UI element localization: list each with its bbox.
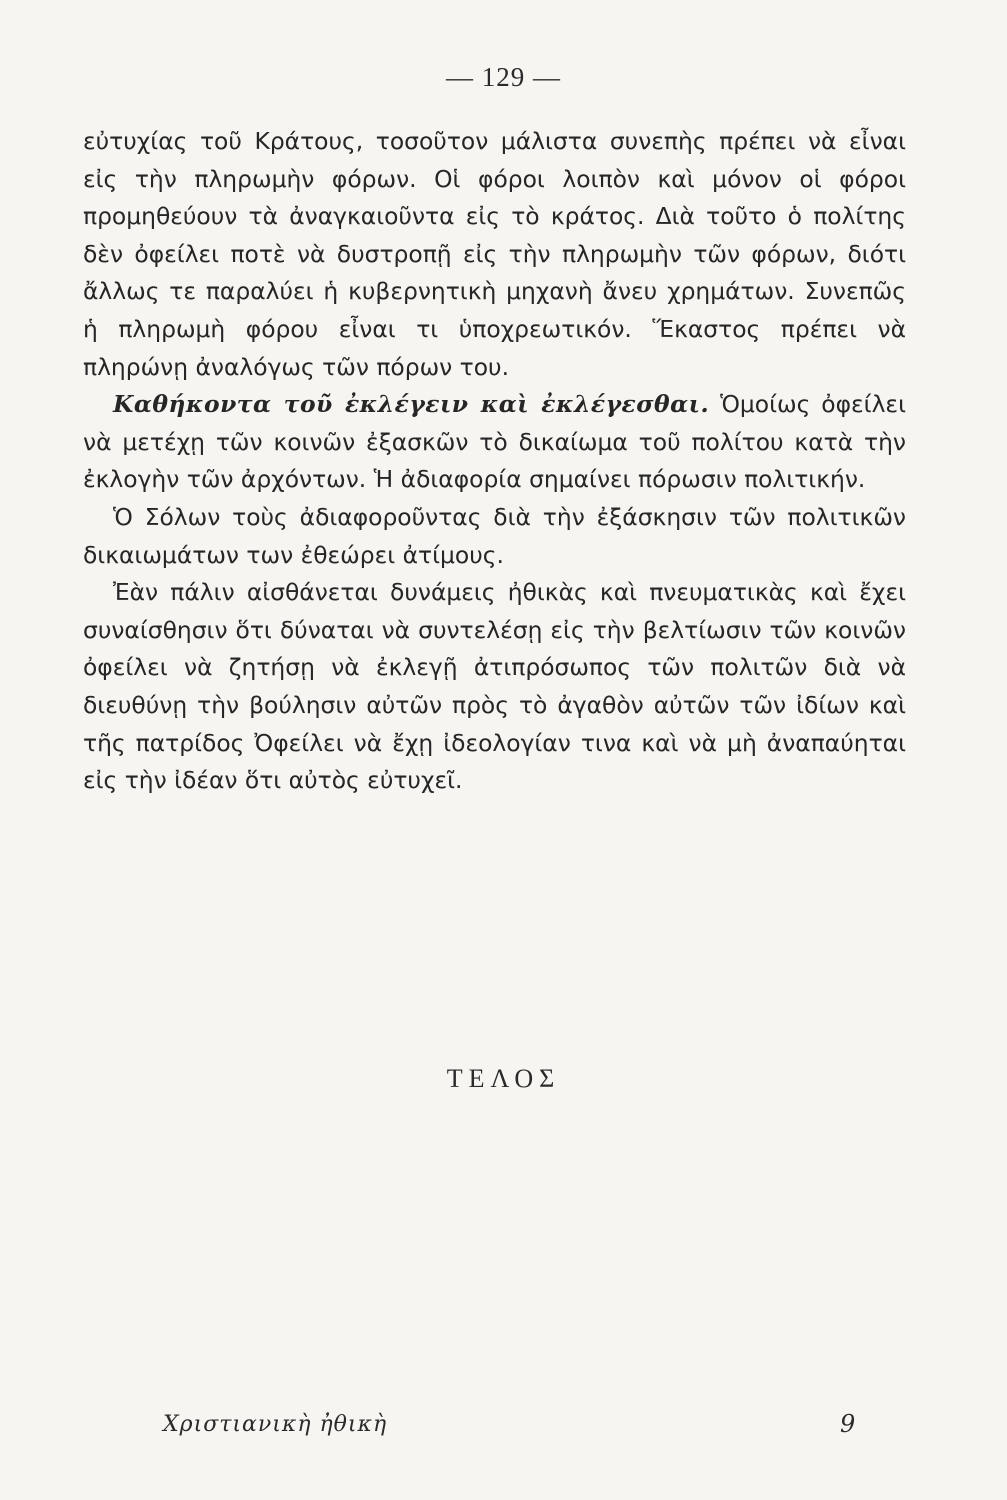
paragraph-taxes: εὐτυχίας τοῦ Κράτους, τοσοῦτον μάλιστα συνεπὴς πρέπει νὰ εἶναι εἰς τὴν πληρωμὴν φόρων. Οἱ φόροι λοιπὸν καὶ μόνον οἱ φόροι προμηθεύουν τὰ ἀναγκαιοῦντα εἰς τὸ κράτος. Διὰ τοῦτο ὁ πολίτης δὲν ὀφείλει ποτὲ νὰ δυστροπῇ εἰς τὴν πληρωμὴν τῶν φόρων, διότι ἄλλως τε παραλύει ἡ κυβερνητικὴ μηχανὴ ἄνευ χρημάτων. Συνεπῶς ἡ πληρωμὴ φόρου εἶναι τι ὑποχρεωτικόν. Ἕκαστος πρέπει νὰ πληρώνῃ ἀναλόγως τῶν πόρων του. (83, 127, 906, 381)
footer-book-title: Χριστιανικὴ ἠθικὴ (163, 1412, 388, 1437)
body-text (83, 123, 906, 800)
paragraph-solon: Ὁ Σόλων τοὺς ἀδιαφοροῦντας διὰ τὴν ἐξάσκησιν τῶν πολιτικῶν δικαιωμάτων των ἐθεώρει ἀτίμους. (83, 502, 906, 569)
footer-signature-number: 9 (840, 1410, 856, 1438)
paragraph-representative: Ἐὰν πάλιν αἰσθάνεται δυνάμεις ἠθικὰς καὶ πνευματικὰς καὶ ἔχει συναίσθησιν ὅτι δύναται νὰ συντελέσῃ εἰς τὴν βελτίωσιν τῶν κοινῶν ὀφείλει νὰ ζητήσῃ νὰ ἐκλεγῇ ἀτιπρόσωπος τῶν πολιτῶν διὰ νὰ διευθύνῃ τὴν βούλησιν αὐτῶν πρὸς τὸ ἀγαθὸν αὐτῶν τῶν ἰδίων καὶ τῆς πατρίδος Ὀφείλει νὰ ἔχῃ ἰδεολογίαν τινα καὶ νὰ μὴ ἀναπαύηται εἰς τὴν ἰδέαν ὅτι αὐτὸς εὐτυχεῖ. (83, 578, 906, 795)
page-number: — 129 — (446, 62, 561, 92)
paragraph-elections (83, 386, 906, 499)
section-heading: Καθήκοντα τοῦ ἐκλέγειν καὶ ἐκλέγεσθαι. (113, 390, 710, 419)
end-mark: ΤΕΛΟΣ (446, 1064, 561, 1093)
paragraph-elections-text: Ὁμοίως ὀφείλει νὰ μετέχῃ τῶν κοινῶν ἐξασκῶν τὸ δικαίωμα τοῦ πολίτου κατὰ τὴν ἐκλογὴν τῶν ἀρχόντων. Ἡ ἀδιαφορία σημαίνει πόρωσιν πολιτικήν. (83, 390, 906, 494)
